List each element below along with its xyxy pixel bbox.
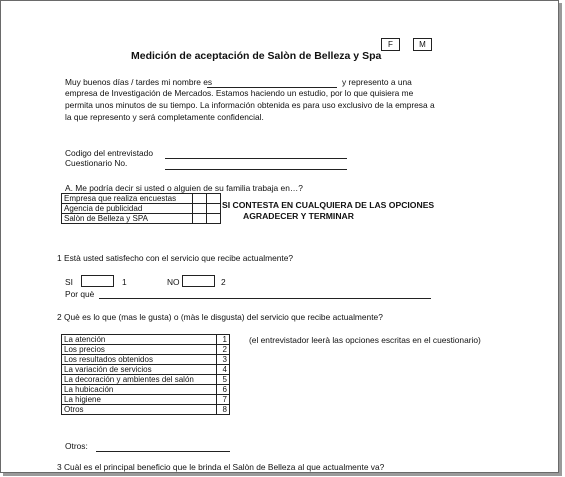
question-1-yes-label: SI [65, 277, 73, 287]
question-a-check-cell[interactable] [193, 204, 207, 214]
question-a-option-row[interactable] [62, 194, 221, 204]
question-a-option-row[interactable] [62, 204, 221, 214]
gender-box-m[interactable]: M [413, 38, 432, 51]
question-2-options-table [61, 334, 230, 415]
question-a-check-cell[interactable] [207, 194, 221, 204]
intro-line-1a: Muy buenos días / tardes mi nombre es [65, 77, 213, 87]
question-2-option-code[interactable]: 6 [217, 385, 230, 395]
question-a-option-row[interactable] [62, 214, 221, 224]
question-2-option-code[interactable]: 8 [217, 405, 230, 415]
questionnaire-no-label: Cuestionario No. [65, 158, 128, 168]
question-2-option-row[interactable] [62, 375, 230, 385]
question-1-why-label: Por què [65, 289, 95, 299]
question-a-option-label: Agencia de publicidad [62, 204, 193, 214]
question-2-option-row[interactable] [62, 385, 230, 395]
question-2-option-code[interactable]: 4 [217, 365, 230, 375]
question-a-option-label: Empresa que realiza encuestas [62, 194, 193, 204]
question-2-option-row[interactable] [62, 355, 230, 365]
question-2-option-label: Otros [62, 405, 217, 415]
question-2-option-label: La decoración y ambientes del salón [62, 375, 217, 385]
gender-box-f[interactable]: F [381, 38, 400, 51]
intro-line-2: empresa de Investigación de Mercados. Estamos haciendo un estudio, por lo que quisiera me [65, 88, 414, 98]
question-1-no-box[interactable] [182, 275, 215, 287]
intro-line-1b: y represento a una [342, 77, 412, 87]
question-a-check-cell[interactable] [207, 204, 221, 214]
question-2-option-code[interactable]: 1 [217, 335, 230, 345]
intro-line-3: permita unos minutos de su tiempo. La información obtenida es para uso exclusivo de la empresa a [65, 100, 435, 110]
question-2-other-label: Otros: [65, 441, 88, 451]
question-a-check-cell[interactable] [193, 214, 207, 224]
page-title: Medición de aceptación de Salòn de Belleza y Spa [131, 50, 382, 62]
interviewer-code-label: Codigo del entrevistado [65, 148, 153, 158]
question-a-option-label: Salòn de Belleza y SPA [62, 214, 193, 224]
question-a-options-table [61, 193, 221, 224]
question-a-instruction-2: AGRADECER Y TERMINAR [243, 211, 354, 221]
interviewer-code-line[interactable] [165, 158, 347, 159]
question-1-why-line[interactable] [99, 298, 431, 299]
questionnaire-no-line[interactable] [165, 169, 347, 170]
question-2-note: (el entrevistador leerà las opciones escritas en el cuestionario) [249, 335, 481, 345]
question-2-option-label: Los resultados obtenidos [62, 355, 217, 365]
question-2-option-label: La higiene [62, 395, 217, 405]
question-2-option-label: La hubicación [62, 385, 217, 395]
question-2-option-row[interactable] [62, 395, 230, 405]
question-2-option-row[interactable] [62, 365, 230, 375]
question-2-option-row[interactable] [62, 335, 230, 345]
question-3-text: 3 Cuàl es el principal beneficio que le brinda el Salòn de Belleza al que actualmente va? [57, 462, 385, 472]
question-1-text: 1 Està usted satisfecho con el servicio que recibe actualmente? [57, 253, 294, 263]
question-2-option-code[interactable]: 7 [217, 395, 230, 405]
question-2-text: 2 Què es lo que (mas le gusta) o (màs le disgusta) del servicio que recibe actualmente? [57, 312, 383, 322]
question-a-check-cell[interactable] [193, 194, 207, 204]
question-a-text: A. Me podría decir si usted o alguien de su familia trabaja en…? [65, 183, 303, 193]
question-1-no-label: NO [167, 277, 180, 287]
question-2-option-row[interactable] [62, 405, 230, 415]
question-a-instruction-1: SI CONTESTA EN CUALQUIERA DE LAS OPCIONES [222, 200, 435, 210]
question-1-yes-code: 1 [122, 277, 127, 287]
question-2-option-label: La variación de servicios [62, 365, 217, 375]
question-1-no-code: 2 [221, 277, 226, 287]
question-a-check-cell[interactable] [207, 214, 221, 224]
question-2-option-code[interactable]: 3 [217, 355, 230, 365]
question-2-other-line[interactable] [96, 451, 230, 452]
question-1-yes-box[interactable] [81, 275, 114, 287]
intro-line-4: la que represento y será completamente confidencial. [65, 112, 264, 122]
question-2-option-label: Los precios [62, 345, 217, 355]
question-2-option-code[interactable]: 2 [217, 345, 230, 355]
question-2-option-label: La atención [62, 335, 217, 345]
question-2-option-row[interactable] [62, 345, 230, 355]
question-2-option-code[interactable]: 5 [217, 375, 230, 385]
